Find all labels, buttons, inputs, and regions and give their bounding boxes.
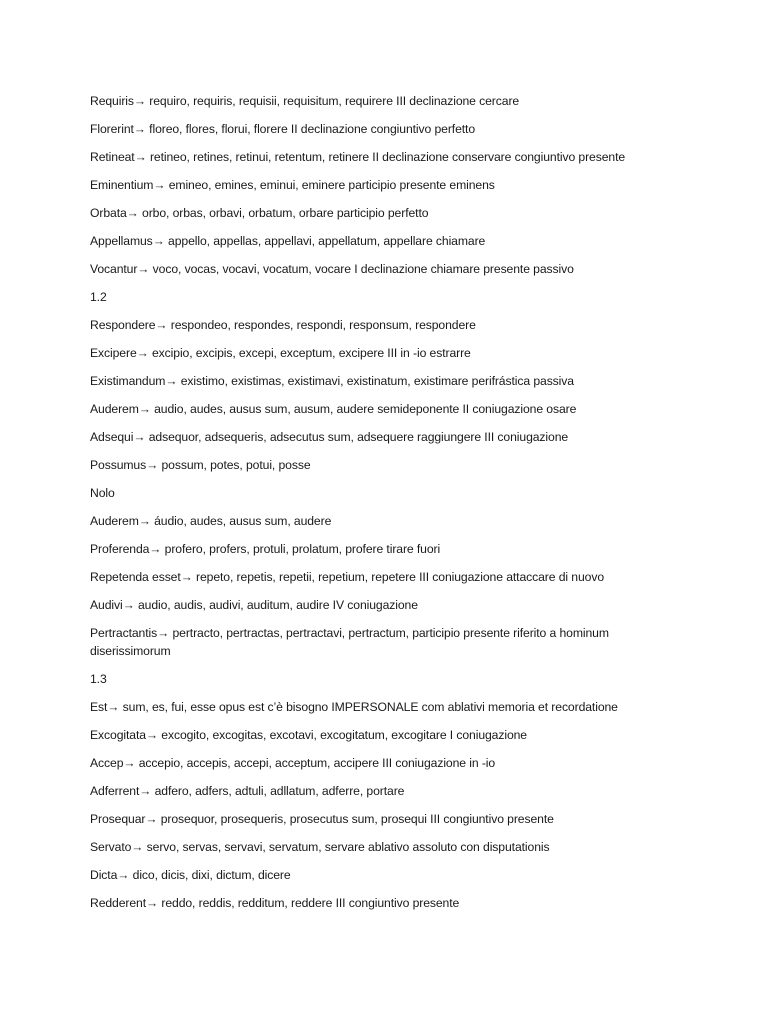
text-line: Excipere→ excipio, excipis, excepi, exceptum, excipere III in -io estrarre: [90, 346, 471, 360]
text-line: Requiris→ requiro, requiris, requisii, requisitum, requirere III declinazione cercare: [90, 94, 520, 108]
section-number: 1.3: [90, 672, 107, 686]
text-line: Proferenda→ profero, profers, protuli, prolatum, profere tirare fuori: [90, 542, 441, 556]
text-line: Appellamus→ appello, appellas, appellavi, appellatum, appellare chiamare: [90, 234, 486, 248]
text-line: Prosequar→ prosequor, prosequeris, prosecutus sum, prosequi III congiuntivo presente: [90, 812, 554, 826]
document-body: [90, 92, 680, 922]
text-line: Possumus→ possum, potes, potui, posse: [90, 458, 311, 472]
text-line: Audivi→ audio, audis, audivi, auditum, audire IV coniugazione: [90, 598, 418, 612]
section-number: 1.2: [90, 290, 107, 304]
text-line: Est→ sum, es, fui, esse opus est c’è bisogno IMPERSONALE com ablativi memoria et recordatione: [90, 700, 618, 714]
text-line: Auderem→ áudio, audes, ausus sum, audere: [90, 514, 332, 528]
text-line: Dicta→ dico, dicis, dixi, dictum, dicere: [90, 868, 291, 882]
text-line: Nolo: [90, 486, 115, 500]
text-line: Adsequi→ adsequor, adsequeris, adsecutus sum, adsequere raggiungere III coniugazione: [90, 430, 569, 444]
text-line: Eminentium→ emineo, emines, eminui, eminere participio presente eminens: [90, 178, 495, 192]
text-line: Servato→ servo, servas, servavi, servatum, servare ablativo assoluto con disputationis: [90, 840, 550, 854]
text-line: Repetenda esset→ repeto, repetis, repetii, repetium, repetere III coniugazione attaccare di nuovo: [90, 570, 604, 584]
text-line: Auderem→ audio, audes, ausus sum, ausum, audere semideponente II coniugazione osare: [90, 402, 577, 416]
text-line: Redderent→ reddo, reddis, redditum, reddere III congiuntivo presente: [90, 896, 460, 910]
text-line: Orbata→ orbo, orbas, orbavi, orbatum, orbare participio perfetto: [90, 206, 429, 220]
text-line: Adferrent→ adfero, adfers, adtuli, adllatum, adferre, portare: [90, 784, 405, 798]
text-line: Excogitata→ excogito, excogitas, excotavi, excogitatum, excogitare I coniugazione: [90, 728, 527, 742]
text-line: Florerint→ floreo, flores, florui, florere II declinazione congiuntivo perfetto: [90, 122, 475, 136]
text-line: Existimandum→ existimo, existimas, existimavi, existinatum, existimare perifrástica passiva: [90, 374, 574, 388]
text-line: Retineat→ retineo, retines, retinui, retentum, retinere II declinazione conservare congiuntivo presente: [90, 150, 626, 164]
text-line: Pertractantis→ pertracto, pertractas, pertractavi, pertractum, participio presente riferito a hominum diserissimorum: [90, 626, 609, 658]
text-line: Accep→ accepio, accepis, accepi, acceptum, accipere III coniugazione in -io: [90, 756, 496, 770]
text-line: Respondere→ respondeo, respondes, respondi, responsum, respondere: [90, 318, 476, 332]
text-line: Vocantur→ voco, vocas, vocavi, vocatum, vocare I declinazione chiamare presente passivo: [90, 262, 574, 276]
